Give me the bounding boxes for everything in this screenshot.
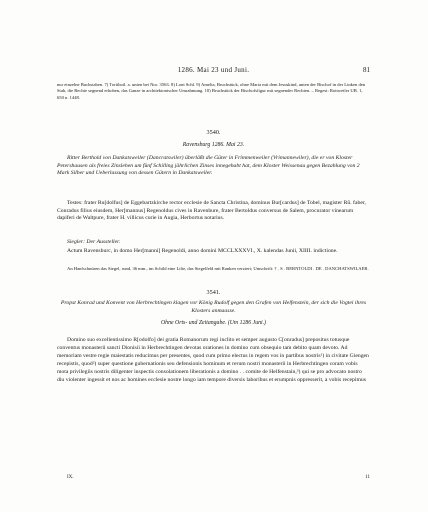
dating: Actum Ravensburc, in domo Her[manni] Regenoldi, anno domini MCCLXXXVI., X. kalendas Junii, XIIII. indictione. — [67, 248, 338, 254]
document-number-3540: 3540. — [206, 129, 221, 136]
document-number-3541: 3541. — [206, 289, 221, 296]
footnotes-top: nur einzelne Buchstaben. 7) Tortiboil. a. unten bei Nro. 3563. 8) Loni Schl. 9) Amelia, Bruchstück, ohne Maria mit dem Jesuskind, unten der Bischof in der Linken den Stab, die Rechte segnend erhoben, das Ganze in architektonischer Umrahmung. 10) Bruchstück der Bischofsfigur mit segnender Rechten. – Regest: Rottweiler UB. 1, 650 n. 1448. — [57, 82, 366, 100]
regest-3540 — [57, 155, 370, 178]
running-title: 1286. Mai 23 und Juni. — [177, 66, 250, 74]
witness-list — [57, 200, 370, 223]
dating-clause — [57, 248, 370, 256]
document-heading-3540: Ravensburg 1286. Mai 23. — [182, 142, 245, 148]
regest-summary: Ritter Berthold von Dankatsweiler (Dancratswiler) überläßt die Güter in Frimmenweiler (Vrimannewiler), die er von Kloster Petershausen als freies Zinslehen um fünf Schilling jährlichen Zinses innegehabt hat, dem Kloster Weissenau gegen Bezahlung von 2 Mark Silber und Ueberlassung von dessen Gütern in Dankatsweiler. — [57, 155, 360, 177]
sheet-number: 11 — [365, 475, 370, 480]
page-number: 81 — [363, 66, 370, 74]
sealer-line — [57, 239, 370, 247]
seal-description: An Hanfschnüren das Siegel, rund, 36 mm., im Schild eine Lilie, das Siegelfeld mit Ranken verziert; Umschrift: † . S . BERNTOLDI . DE . DANCHATSWILAER. — [67, 266, 369, 271]
running-header — [57, 66, 370, 78]
dating-3541: Ohne Orts- und Zeitangabe. (Um 1286 Juni.) — [161, 320, 266, 326]
volume-number: IX. — [67, 475, 74, 480]
charter-text — [57, 337, 370, 384]
sealer: Siegler: Der Aussteller. — [67, 239, 121, 245]
regest-3541: Propst Konrad und Konvent von Herbrechtingen klagen vor König Rudolf gegen den Grafen von Helfenstein, der sich die Vogtei ihres Klosters anmaasse. — [60, 300, 367, 314]
witnesses: Testes: frater Ru[dolfus] de Eggebartzkirche rector ecclesie de Sancta Christina, dominus Bur[cardus] de Tobel, magister Rû. faber, Conradus filius eiusdem, Her[mannus] Regenoldus cives in Ravenbure, frater Bertoldus conversus de Salem, procurator vinearum dapiferi de Waltpure, frater H. villicus curie in Augia, Herbortus notarius. — [57, 200, 366, 222]
seal-note — [57, 266, 370, 272]
charter-body: Domino suo excellentissimo R[odolfo] dei gratia Romanorum regi inclito et semper augusto C[onradus] prepositus totusque conventus monasterii sancti Dionisii in Herbrechtingen devotas orationes in domino cum obsequio tam debito quam devoto. Ad memoriam vestre regie maiestatis reducimus per presentes, quod cum primo electus in regem vos in partibus nostris¹) in civitate Giengen recepistis, quod²) super questione gubernationis seu defensionis hominum et rerum nostri monasterii in Herbrechtingen coram vobis mota privilegiis nostris diligenter inspectis consolationem liberationis a domino . . comite de Helfenstain,³) qui se pro advocato nostro diu violenter ingessit et nos ac homines ecclesie nostre longo iam tempore diversis laboribus et erumpnis oppresserit, a vobis recepimus — [57, 337, 369, 383]
